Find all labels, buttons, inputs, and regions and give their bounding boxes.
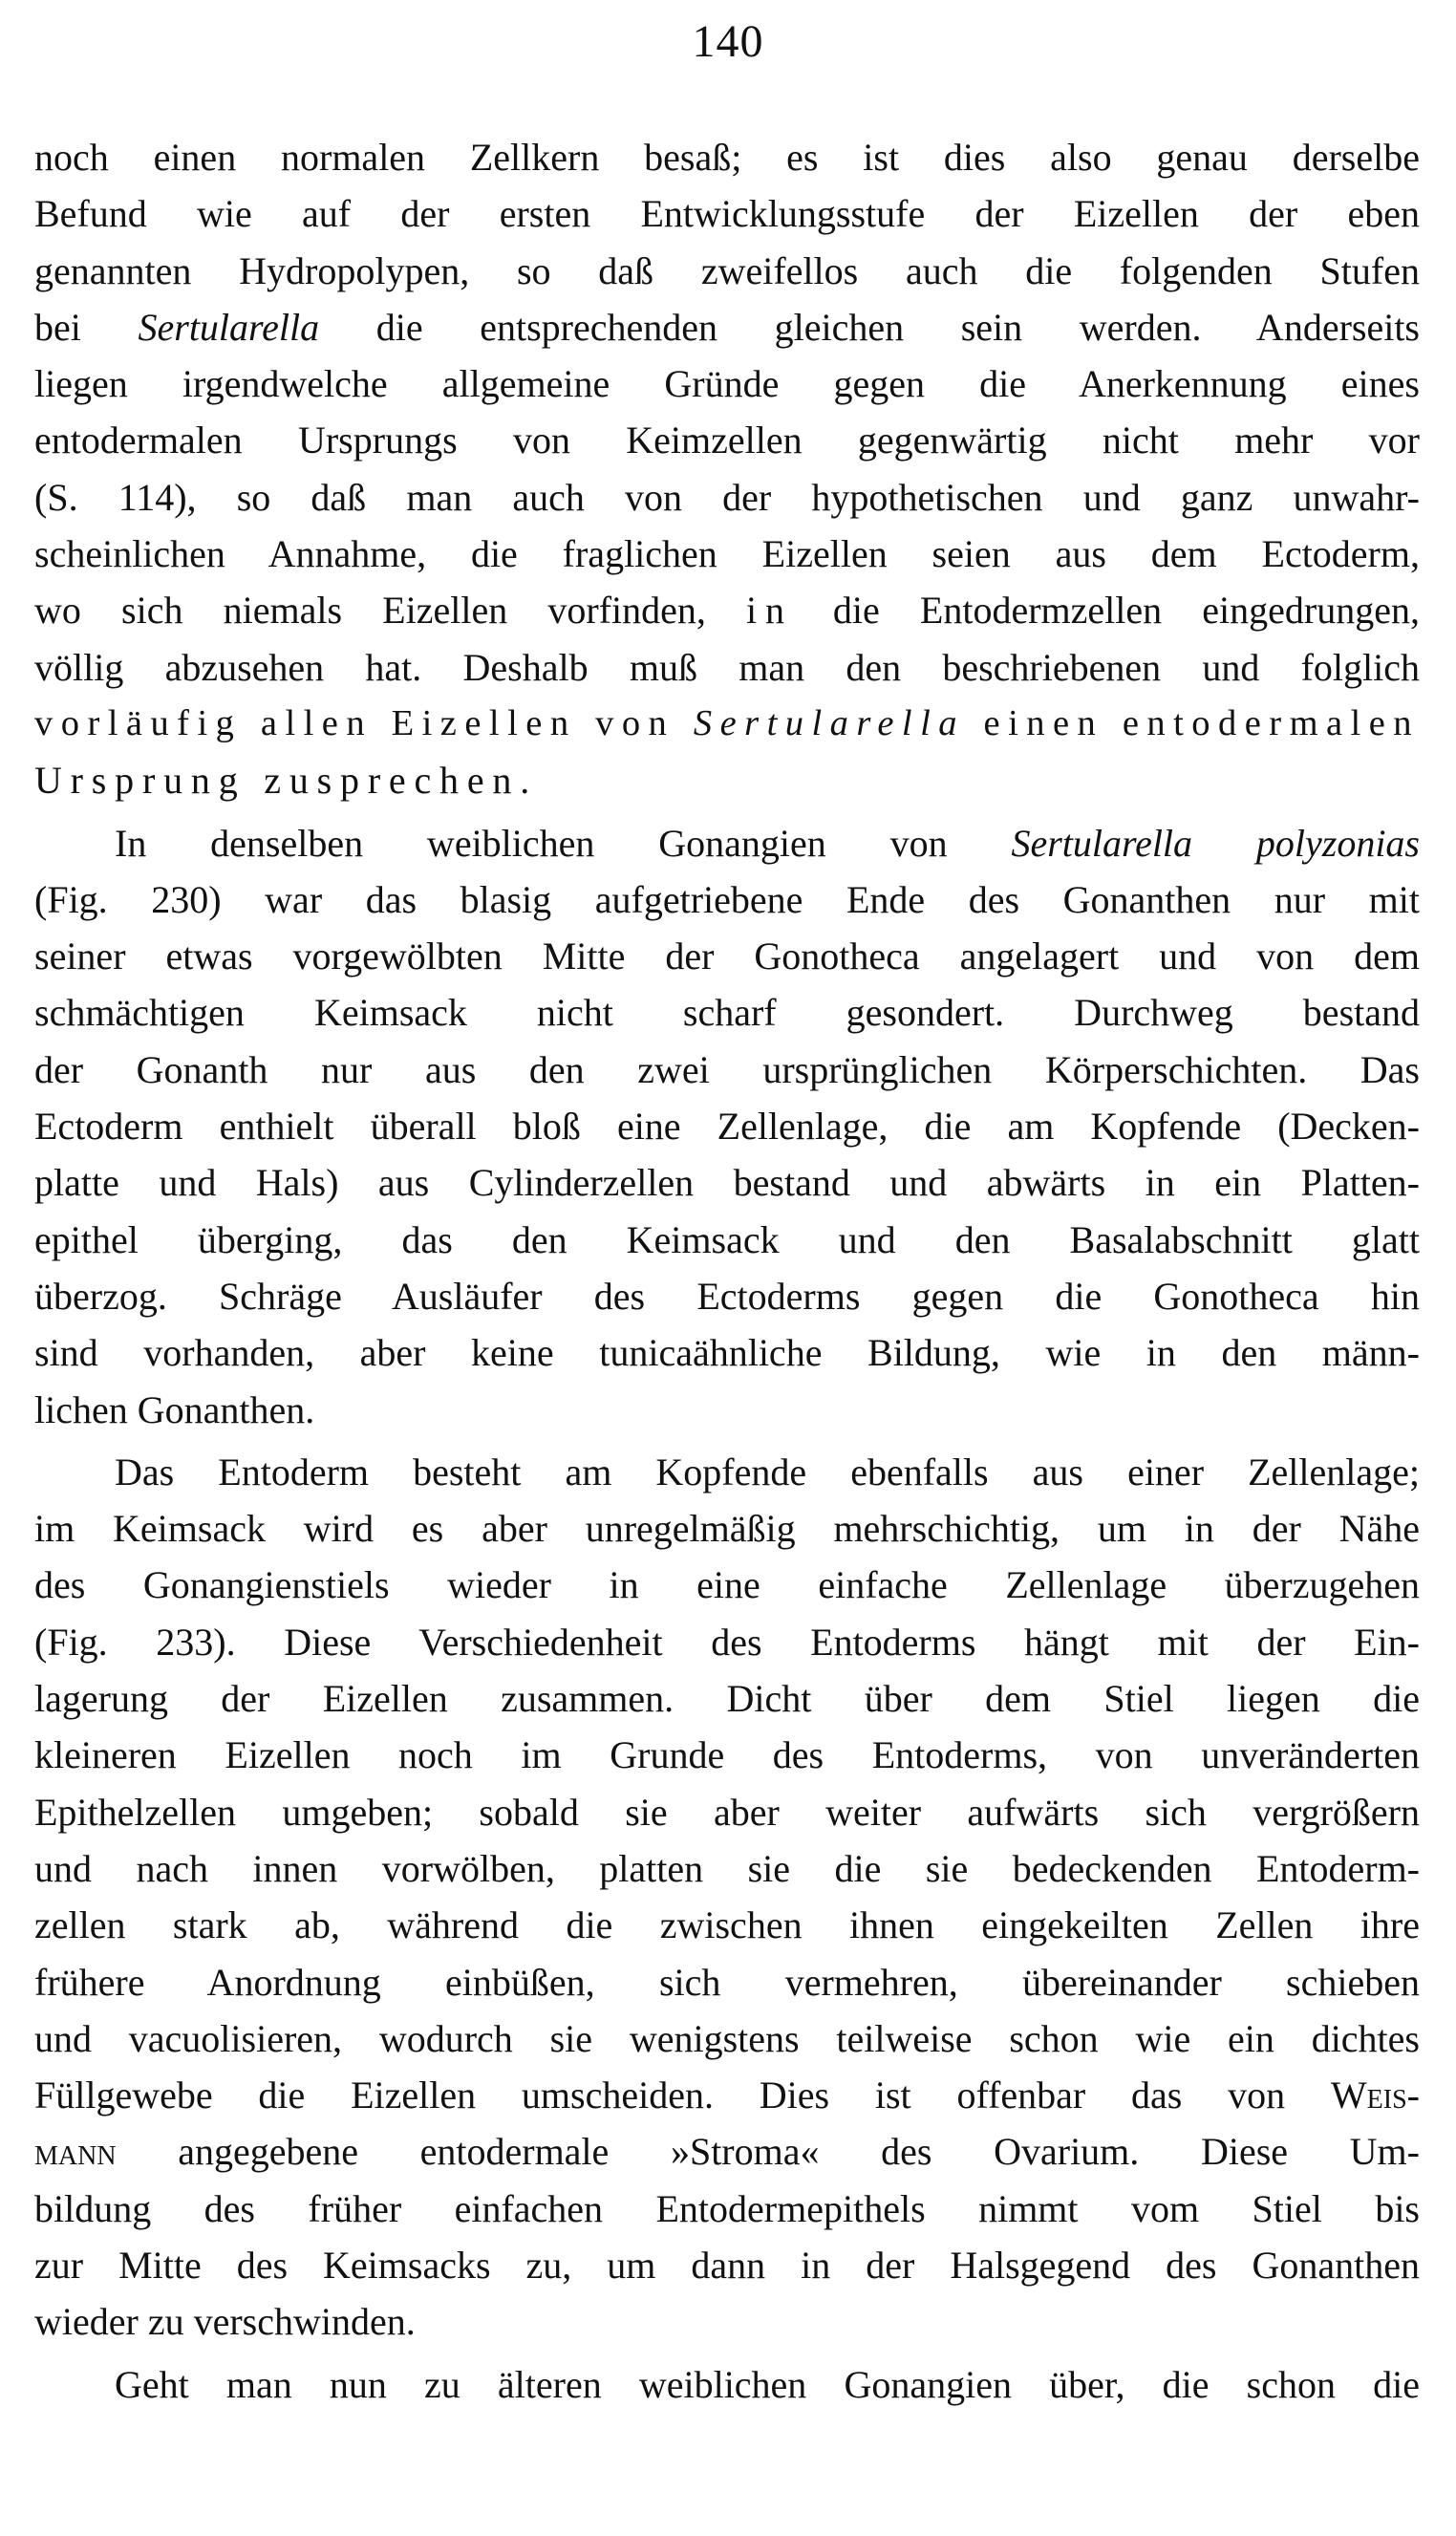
text-line — [34, 1042, 1420, 1098]
paragraph — [34, 2356, 1420, 2413]
text-span: scheinlichen Annahme, die fraglichen Eizellen seien aus dem Ectoderm, — [34, 532, 1420, 576]
text-line — [34, 1154, 1420, 1211]
text-line — [34, 1382, 1420, 1438]
text-line — [34, 1784, 1420, 1840]
styled-text-span: Sertularella — [138, 305, 320, 349]
text-span: frühere Anordnung einbüßen, sich vermehren, übereinander schieben — [34, 1960, 1420, 2004]
text-span: des Gonangienstiels wieder in eine einfache Zellenlage überzugehen — [34, 1563, 1420, 1607]
text-span: lagerung der Eizellen zusammen. Dicht über dem Stiel liegen die — [34, 1677, 1420, 1721]
text-span: und vacuolisieren, wodurch sie wenigstens teilweise schon wie ein dichtes — [34, 2016, 1420, 2060]
page-number: 140 — [692, 16, 764, 67]
text-line — [34, 299, 1420, 355]
text-line — [34, 871, 1420, 928]
text-line — [34, 696, 1420, 752]
text-span: Geht man nun zu älteren weiblichen Gonangien über, die schon die — [115, 2362, 1420, 2406]
text-span: im Keimsack wird es aber unregelmäßig mehrschichtig, um in der Nähe — [34, 1507, 1420, 1551]
text-span: wo sich niemals Eizellen vorfinden, — [34, 589, 747, 633]
text-span: die entsprechenden gleichen sein werden. Anderseits — [319, 305, 1420, 349]
text-line — [34, 1954, 1420, 2010]
text-span: platte und Hals) aus Cylinderzellen bestand und abwärts in ein Platten- — [34, 1161, 1420, 1205]
text-line — [34, 355, 1420, 412]
text-span: seiner etwas vorgewölbten Mitte der Gonotheca angelagert und von dem — [34, 935, 1420, 978]
styled-text-span: Weis- — [1330, 2074, 1420, 2117]
text-line — [34, 469, 1420, 526]
styled-text-span: in — [746, 589, 793, 633]
text-span: angegebene entodermale »Stroma« des Ovarium. Diese Um- — [116, 2130, 1420, 2174]
text-span: bildung des früher einfachen Entodermepithels nimmt vom Stiel bis — [34, 2186, 1420, 2230]
text-span: Epithelzellen umgeben; sobald sie aber weiter aufwärts sich vergrößern — [34, 1790, 1420, 1834]
text-span: wieder zu verschwinden. — [34, 2300, 416, 2344]
text-line — [34, 1098, 1420, 1154]
text-span: lichen Gonanthen. — [34, 1387, 315, 1431]
text-line — [34, 2293, 1420, 2350]
styled-text-span: einen entodermalen — [964, 702, 1420, 743]
text-line — [34, 928, 1420, 984]
text-line — [34, 526, 1420, 582]
text-span: genannten Hydropolypen, so daß zweifellos auch die folgenden Stufen — [34, 248, 1420, 292]
text-span: die Entodermzellen eingedrungen, — [792, 589, 1420, 633]
text-line — [34, 582, 1420, 638]
text-line — [34, 1444, 1420, 1500]
text-line — [34, 2356, 1420, 2413]
text-line — [34, 1500, 1420, 1557]
text-span: zur Mitte des Keimsacks zu, um dann in der Halsgegend des Gonanthen — [34, 2243, 1420, 2287]
text-line — [34, 815, 1420, 871]
text-span: zellen stark ab, während die zwischen ihnen eingekeilten Zellen ihre — [34, 1903, 1420, 1947]
styled-text-span: vorläufig allen Eizellen von — [34, 702, 694, 743]
paragraph — [34, 815, 1420, 1438]
text-span: sind vorhanden, aber keine tunicaähnliche Bildung, wie in den männ- — [34, 1331, 1420, 1375]
styled-text-span: Ursprung zusprechen. — [34, 759, 538, 803]
text-line — [34, 2123, 1420, 2180]
paragraph — [34, 129, 1420, 809]
text-span: Befund wie auf der ersten Entwicklungsstufe der Eizellen der eben — [34, 192, 1420, 236]
text-line — [34, 1897, 1420, 1953]
text-span: überzog. Schräge Ausläufer des Ectoderms gegen die Gonotheca hin — [34, 1274, 1420, 1318]
text-line — [34, 2237, 1420, 2293]
text-line — [34, 2067, 1420, 2123]
text-line — [34, 1212, 1420, 1268]
text-span: kleineren Eizellen noch im Grunde des Entoderms, von unveränderten — [34, 1733, 1420, 1777]
text-line — [34, 639, 1420, 696]
text-line — [34, 752, 1420, 808]
text-span: Füllgewebe die Eizellen umscheiden. Dies ist offenbar das von — [34, 2074, 1331, 2117]
styled-text-span: Sertularella — [693, 702, 965, 743]
text-span: liegen irgendwelche allgemeine Gründe gegen die Anerkennung eines — [34, 362, 1420, 406]
text-line — [34, 2010, 1420, 2067]
styled-text-span: Sertularella polyzonias — [1011, 821, 1420, 865]
text-line — [34, 1840, 1420, 1897]
text-line — [34, 1614, 1420, 1670]
text-span: bei — [34, 305, 139, 349]
text-line — [34, 1268, 1420, 1324]
body-text — [34, 129, 1420, 2413]
text-line — [34, 1727, 1420, 1783]
text-line — [34, 984, 1420, 1041]
text-span: Das Entoderm besteht am Kopfende ebenfalls aus einer Zellenlage; — [115, 1450, 1420, 1494]
text-span: (Fig. 230) war das blasig aufgetriebene Ende des Gonanthen nur mit — [34, 877, 1420, 921]
text-span: noch einen normalen Zellkern besaß; es ist dies also genau derselbe — [34, 136, 1420, 179]
text-line — [34, 2181, 1420, 2237]
text-span: völlig abzusehen hat. Deshalb muß man den beschriebenen und folglich — [34, 645, 1420, 689]
text-line — [34, 185, 1420, 242]
text-line — [34, 243, 1420, 299]
text-span: schmächtigen Keimsack nicht scharf gesondert. Durchweg bestand — [34, 991, 1420, 1035]
text-span: (Fig. 233). Diese Verschiedenheit des Entoderms hängt mit der Ein- — [34, 1620, 1420, 1664]
text-span: epithel überging, das den Keimsack und den Basalabschnitt glatt — [34, 1217, 1420, 1261]
text-line — [34, 1670, 1420, 1727]
text-span: der Gonanth nur aus den zwei ursprünglichen Körperschichten. Das — [34, 1047, 1420, 1091]
styled-text-span: mann — [34, 2130, 117, 2174]
text-line — [34, 1324, 1420, 1381]
text-span: (S. 114), so daß man auch von der hypothetischen und ganz unwahr- — [34, 475, 1420, 519]
text-line — [34, 129, 1420, 185]
text-span: In denselben weiblichen Gonangien von — [115, 821, 1012, 865]
text-span: entodermalen Ursprungs von Keimzellen gegenwärtig nicht mehr vor — [34, 419, 1420, 462]
text-line — [34, 1557, 1420, 1613]
text-line — [34, 412, 1420, 468]
text-span: Ectoderm enthielt überall bloß eine Zellenlage, die am Kopfende (Decken- — [34, 1105, 1420, 1149]
text-span: und nach innen vorwölben, platten sie die sie bedeckenden Entoderm- — [34, 1846, 1420, 1890]
paragraph — [34, 1444, 1420, 2351]
